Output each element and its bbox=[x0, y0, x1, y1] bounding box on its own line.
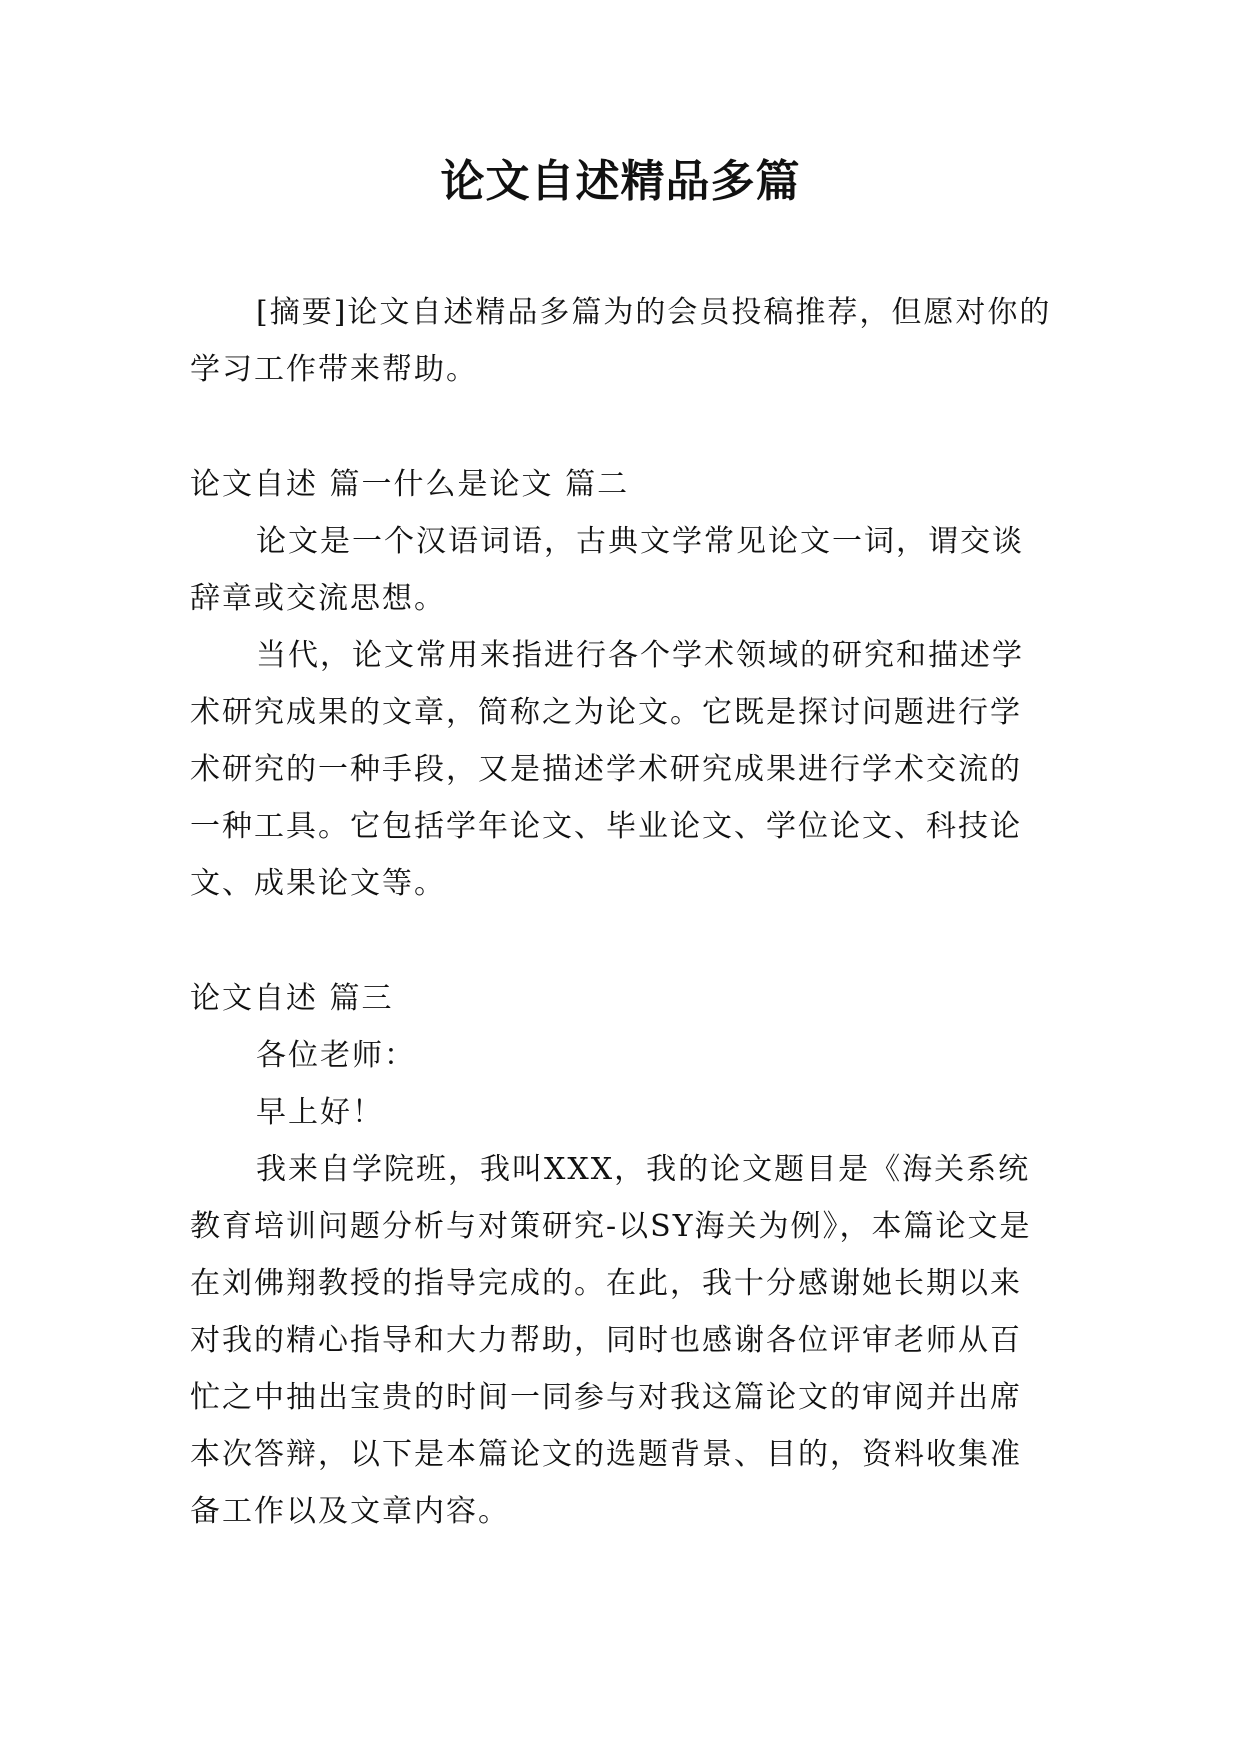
page-title: 论文自述精品多篇 bbox=[440, 156, 801, 207]
greeting-line: 早上好！ bbox=[256, 1095, 384, 1130]
document-body bbox=[190, 284, 1052, 1540]
section-heading-2: 论文自述 篇三 bbox=[190, 981, 394, 1016]
greeting-line: 各位老师： bbox=[256, 1038, 416, 1073]
body-paragraph: 论文是一个汉语词语，古典文学常见论文一词，谓交谈辞章或交流思想。 bbox=[190, 524, 1024, 616]
body-paragraph: 我来自学院班，我叫XXX，我的论文题目是《海关系统教育培训问题分析与对策研究-以SY海关为例》，本篇论文是在刘佛翔教授的指导完成的。在此，我十分感谢她长期以来对我的精心指导和大力帮助，同时也感谢各位评审老师从百忙之中抽出宝贵的时间一同参与对我这篇论文的审阅并出席本次答辩，以下是本篇论文的选题背景、目的，资料收集准备工作以及文章内容。 bbox=[190, 1152, 1032, 1529]
section-heading-1: 论文自述 篇一什么是论文 篇二 bbox=[190, 467, 630, 502]
body-paragraph: 当代，论文常用来指进行各个学术领域的研究和描述学术研究成果的文章，简称之为论文。它既是探讨问题进行学术研究的一种手段，又是描述学术研究成果进行学术交流的一种工具。它包括学年论文、毕业论文、学位论文、科技论文、成果论文等。 bbox=[190, 638, 1024, 901]
abstract-paragraph: [摘要]论文自述精品多篇为的会员投稿推荐，但愿对你的学习工作带来帮助。 bbox=[190, 295, 1052, 387]
